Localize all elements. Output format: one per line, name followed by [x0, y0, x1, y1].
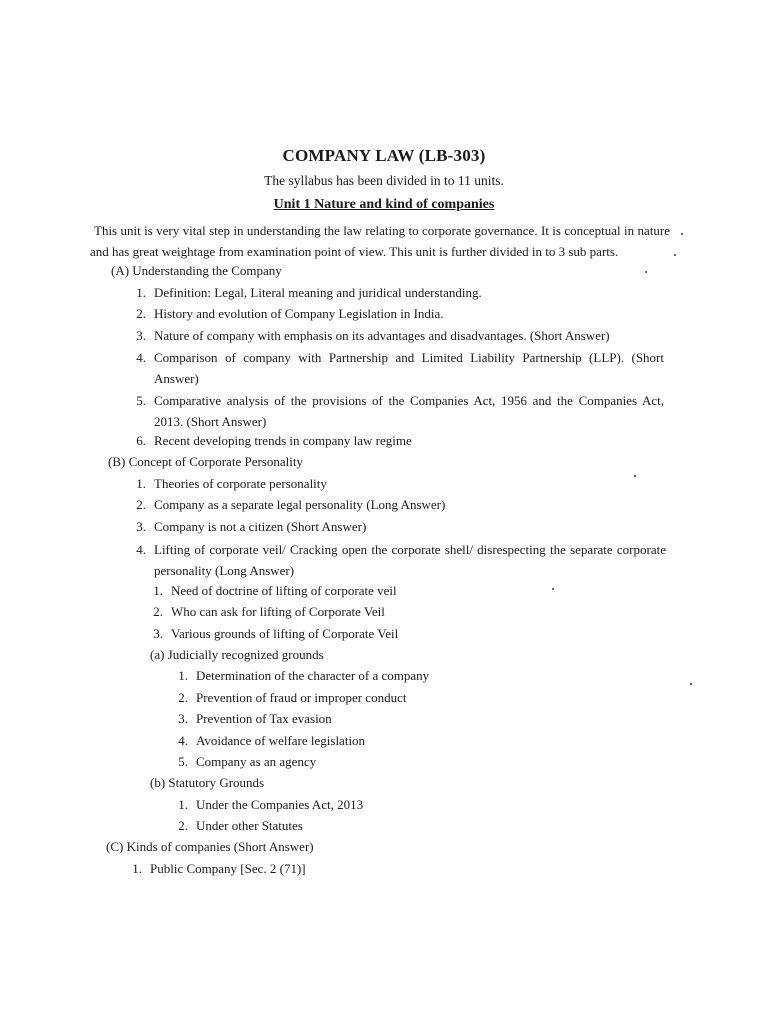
list-item	[145, 603, 385, 621]
item-number: 5.	[178, 754, 188, 769]
list-item	[128, 327, 610, 345]
item-number: 2.	[178, 690, 188, 705]
item-number: 6.	[136, 433, 146, 448]
grounds-b-label: (b) Statutory Grounds	[150, 775, 265, 790]
item-text: Avoidance of welfare legislation	[196, 733, 366, 748]
list-item	[128, 305, 444, 323]
item-text: Theories of corporate personality	[154, 476, 327, 491]
item-number: 2.	[153, 604, 163, 619]
item-number: 2.	[178, 818, 188, 833]
grounds-a-label: (a) Judicially recognized grounds	[150, 647, 324, 662]
scan-speck	[645, 271, 647, 273]
item-text: Nature of company with emphasis on its advantages and disadvantages. (Short Answer)	[154, 328, 610, 343]
list-item	[145, 582, 397, 600]
item-number: 1.	[136, 285, 146, 300]
list-item	[170, 753, 316, 771]
scan-speck	[690, 683, 692, 685]
item-number: 3.	[136, 328, 146, 343]
scan-speck	[681, 233, 683, 235]
list-item	[124, 860, 306, 878]
list-item	[136, 347, 664, 389]
scan-speck	[634, 475, 636, 477]
item-text: Lifting of corporate veil/ Cracking open the corporate shell/ disrespecting the separate corporate personality (Long Answer)	[154, 542, 666, 578]
item-number: 1.	[153, 583, 163, 598]
item-text: Under other Statutes	[196, 818, 303, 833]
item-number: 1.	[132, 861, 142, 876]
item-text: Company as a separate legal personality (Long Answer)	[154, 497, 446, 512]
item-text: Comparison of company with Partnership and Limited Liability Partnership (LLP). (Short Answer)	[154, 350, 664, 386]
scan-speck	[552, 588, 554, 590]
list-item	[128, 518, 366, 536]
item-text: Recent developing trends in company law regime	[154, 433, 412, 448]
list-item	[128, 475, 327, 493]
item-text: Need of doctrine of lifting of corporate veil	[171, 583, 397, 598]
item-number: 3.	[178, 711, 188, 726]
item-number: 3.	[153, 626, 163, 641]
item-text: Under the Companies Act, 2013	[196, 797, 364, 812]
item-number: 5.	[136, 393, 146, 408]
item-number: 3.	[136, 519, 146, 534]
item-text: Definition: Legal, Literal meaning and juridical understanding.	[154, 285, 482, 300]
item-text: Various grounds of lifting of Corporate Veil	[171, 626, 399, 641]
list-item	[170, 710, 332, 728]
document-subtitle: The syllabus has been divided in to 11 units.	[264, 173, 504, 188]
document-title: COMPANY LAW (LB-303)	[282, 146, 486, 165]
item-text: Who can ask for lifting of Corporate Veil	[171, 604, 385, 619]
list-item	[145, 625, 398, 643]
item-text: Prevention of Tax evasion	[196, 711, 332, 726]
item-number: 1.	[178, 797, 188, 812]
section-c-label: (C) Kinds of companies (Short Answer)	[106, 839, 314, 854]
intro-paragraph: This unit is very vital step in understanding the law relating to corporate governance. It is conceptual in nature and has great weightage from examination point of view. This unit is further divided in to 3 sub parts.	[90, 223, 670, 259]
item-text: Public Company [Sec. 2 (71)]	[150, 861, 306, 876]
list-item	[128, 432, 412, 450]
unit-heading: Unit 1 Nature and kind of companies	[273, 197, 495, 212]
item-number: 1.	[136, 476, 146, 491]
item-number: 4.	[136, 350, 146, 365]
item-text: Determination of the character of a company	[196, 668, 430, 683]
list-item	[136, 390, 664, 432]
item-text: History and evolution of Company Legislation in India.	[154, 306, 444, 321]
item-number: 2.	[136, 306, 146, 321]
list-item	[170, 796, 363, 814]
item-text: Prevention of fraud or improper conduct	[196, 690, 407, 705]
list-item	[128, 496, 445, 514]
list-item	[170, 732, 365, 750]
section-a-label: (A) Understanding the Company	[111, 263, 282, 278]
list-item	[170, 667, 429, 685]
item-text: Comparative analysis of the provisions of the Companies Act, 1956 and the Companies Act, 2013. (Short Answer)	[154, 393, 664, 429]
section-b-label: (B) Concept of Corporate Personality	[108, 454, 303, 469]
item-text: Company as an agency	[196, 754, 317, 769]
scan-speck	[674, 254, 676, 256]
item-text: Company is not a citizen (Short Answer)	[154, 519, 367, 534]
list-item	[170, 689, 406, 707]
list-item	[136, 539, 666, 581]
item-number: 4.	[136, 542, 146, 557]
list-item	[128, 284, 482, 302]
item-number: 1.	[178, 668, 188, 683]
item-number: 4.	[178, 733, 188, 748]
list-item	[170, 817, 303, 835]
item-number: 2.	[136, 497, 146, 512]
